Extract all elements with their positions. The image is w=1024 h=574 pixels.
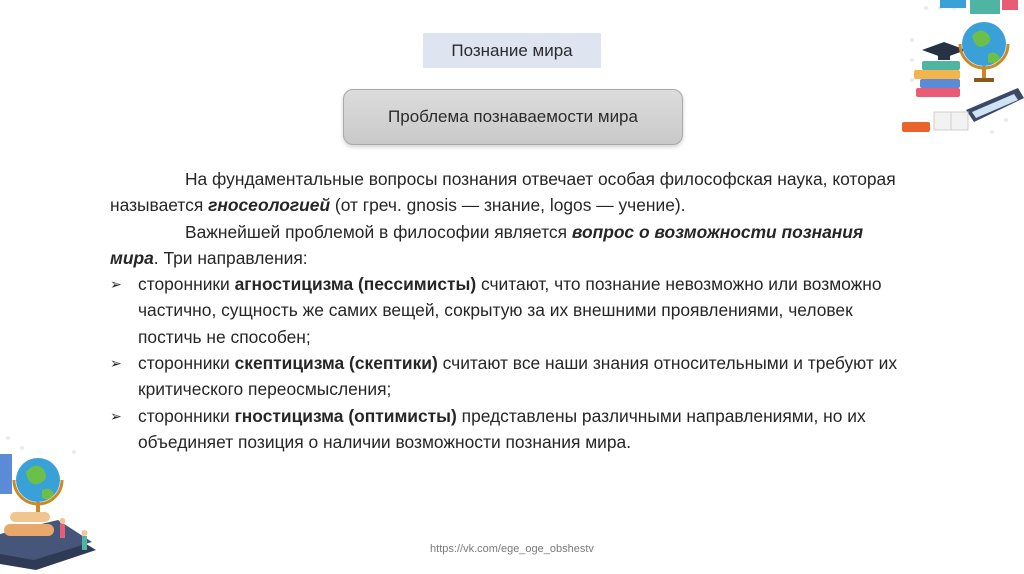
bullet-term: скептицизма (скептики)	[234, 353, 438, 374]
bullet-post: считают все наши знания относительными и требуют их критического переосмысления;	[138, 353, 898, 400]
bullet-post: считают, что познание невозможно или возможно частично, сущность же самих вещей, сокрытую за их внешними проявлениями, человек постичь не способен;	[138, 274, 882, 347]
bullet-post: представлены различными направлениями, но их объединяет позиция о наличии возможности познания мира.	[138, 405, 866, 452]
gnoseology-term: гносеологией	[208, 195, 331, 216]
intro-text: На фундаментальные вопросы познания отвечает особая философская наука, которая называется	[110, 169, 896, 216]
footer-link[interactable]: https://vk.com/ege_oge_obshestv	[430, 543, 594, 555]
bullet-skepticism	[110, 350, 900, 403]
bullet-pre: сторонники	[138, 353, 235, 374]
slide-body	[110, 166, 900, 455]
intro-tail: (от греч. gnosis — знание, logos — учение).	[330, 195, 686, 216]
bullet-pre: сторонники	[138, 274, 235, 295]
bullet-agnosticism	[110, 271, 900, 350]
bullet-term: гностицизма (оптимисты)	[234, 405, 457, 426]
books-globe-laptop-illustration	[896, 0, 1024, 150]
bullet-pre: сторонники	[138, 405, 235, 426]
bullet-gnosticism	[110, 403, 900, 456]
intro-paragraph	[110, 166, 900, 219]
bullet-term: агностицизма (пессимисты)	[234, 274, 477, 295]
problem-text: Важнейшей проблемой в философии является	[185, 221, 572, 242]
problem-term: вопрос о возможности познания мира	[110, 221, 864, 268]
slide-title: Познание мира	[423, 33, 601, 68]
bullet-arrow-icon: ➢	[110, 407, 122, 424]
problem-paragraph	[110, 219, 900, 272]
problem-tail: . Три направления:	[153, 247, 308, 268]
bullet-arrow-icon: ➢	[110, 276, 122, 293]
bullet-arrow-icon: ➢	[110, 355, 122, 372]
slide-subtitle: Проблема познаваемости мира	[343, 89, 683, 145]
